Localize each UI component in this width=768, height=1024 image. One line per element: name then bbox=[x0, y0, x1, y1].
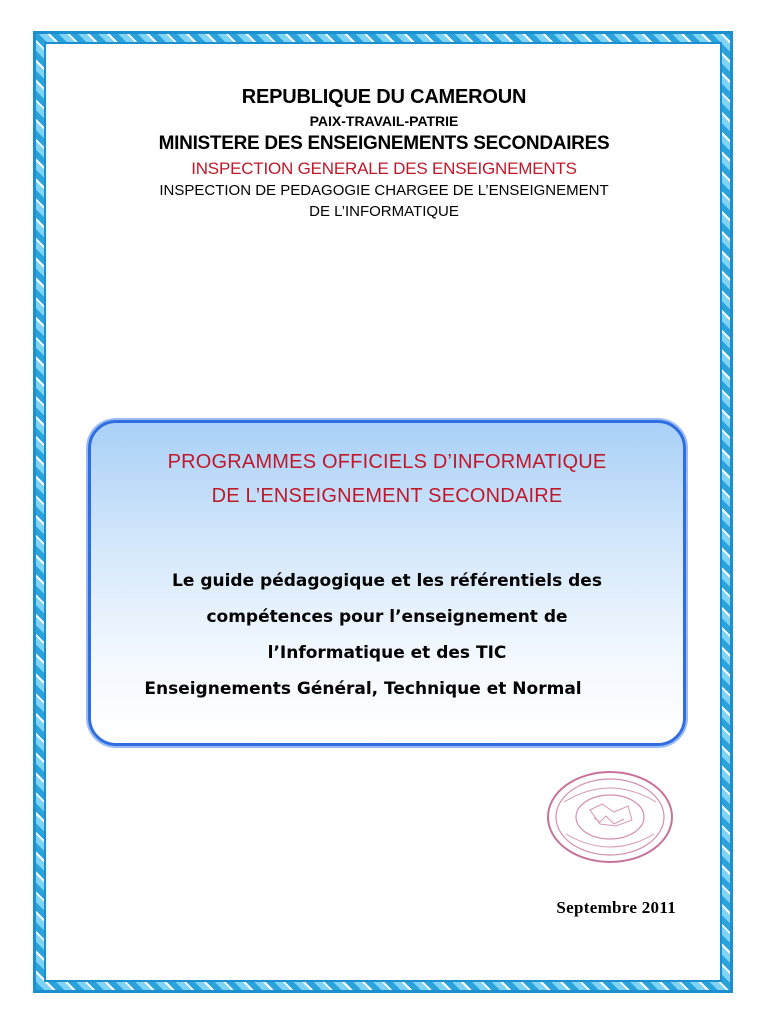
ministry-name: MINISTERE DES ENSEIGNEMENTS SECONDAIRES bbox=[158, 133, 610, 155]
program-title-line1: PROGRAMMES OFFICIELS D’INFORMATIQUE bbox=[167, 451, 607, 473]
program-subtitle bbox=[91, 563, 683, 707]
inspection-pedagogy-cont: DE L’INFORMATIQUE bbox=[309, 202, 459, 220]
document-header bbox=[0, 86, 768, 220]
publication-date: Septembre 2011 bbox=[556, 898, 676, 917]
title-box bbox=[88, 420, 686, 746]
inspection-general: INSPECTION GENERALE DES ENSEIGNEMENTS bbox=[191, 158, 577, 178]
subtitle-line4: Enseignements Général, Technique et Normal bbox=[144, 679, 582, 699]
inspection-pedagogy: INSPECTION DE PEDAGOGIE CHARGEE DE L’ENSEIGNEMENT bbox=[159, 182, 609, 200]
country-name: REPUBLIQUE DU CAMEROUN bbox=[241, 86, 527, 108]
national-motto: PAIX-TRAVAIL-PATRIE bbox=[309, 113, 459, 129]
program-title bbox=[91, 445, 683, 513]
subtitle-line2: compétences pour l’enseignement de bbox=[206, 607, 568, 627]
subtitle-line3: l’Informatique et des TIC bbox=[267, 643, 507, 663]
program-title-line2: DE L’ENSEIGNEMENT SECONDAIRE bbox=[211, 485, 563, 507]
official-stamp-icon bbox=[544, 768, 676, 866]
subtitle-line1: Le guide pédagogique et les référentiels des bbox=[172, 571, 602, 591]
